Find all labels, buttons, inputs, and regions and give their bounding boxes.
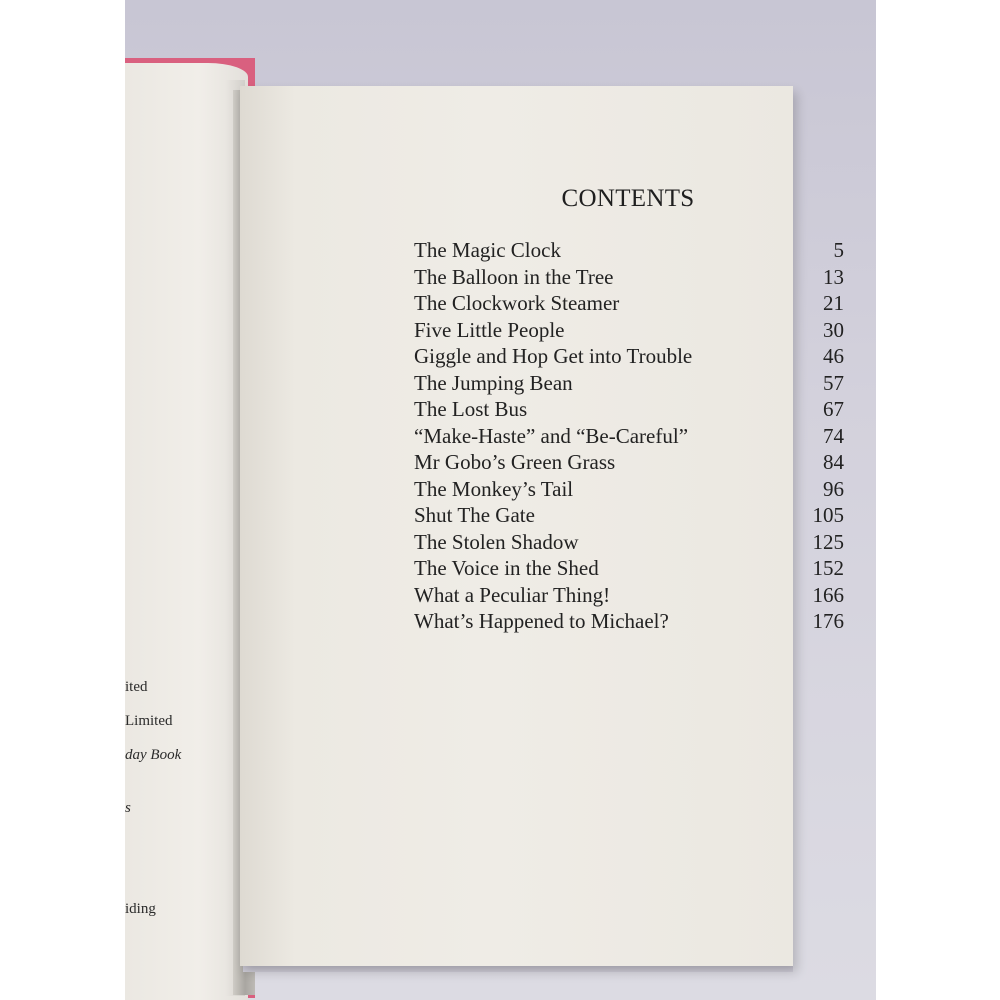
toc-entry (414, 476, 844, 503)
toc-entry (414, 237, 844, 264)
table-of-contents (414, 237, 844, 635)
toc-entry (414, 317, 844, 344)
toc-entry-title: The Jumping Bean (414, 370, 573, 395)
toc-entry-title: The Stolen Shadow (414, 529, 579, 554)
toc-entry-page: 46 (823, 344, 844, 368)
toc-entry-page: 96 (823, 476, 844, 501)
toc-entry-title: The Balloon in the Tree (414, 264, 614, 289)
toc-entry-title: What a Peculiar Thing! (414, 582, 611, 607)
toc-entry-title: Mr Gobo’s Green Grass (414, 450, 616, 474)
toc-entry (414, 608, 844, 635)
toc-entry (414, 423, 844, 450)
toc-entry-page: 67 (823, 397, 844, 421)
toc-entry (414, 529, 844, 556)
toc-entry-title: The Magic Clock (414, 238, 561, 262)
toc-entry (414, 396, 844, 423)
toc-entry-title: The Monkey’s Tail (414, 476, 574, 501)
toc-entry-title: The Lost Bus (414, 397, 528, 421)
toc-entry-title: The Voice in the Shed (414, 556, 599, 580)
toc-entry (414, 343, 844, 370)
toc-entry-page: 57 (823, 370, 844, 395)
toc-entry-title: Giggle and Hop Get into Trouble (414, 344, 693, 368)
right-page (240, 86, 844, 966)
toc-entry (414, 502, 844, 529)
toc-entry-page: 74 (823, 423, 844, 448)
toc-entry (414, 264, 844, 291)
toc-entry-title: Five Little People (414, 317, 565, 342)
toc-entry-title: Shut The Gate (414, 503, 535, 527)
toc-entry-page: 21 (823, 291, 844, 315)
toc-entry (414, 290, 844, 317)
toc-entry (414, 449, 844, 476)
toc-entry-page: 152 (812, 556, 844, 580)
toc-entry-page: 166 (812, 582, 844, 607)
left-page-text-fragment: ited (125, 679, 148, 695)
toc-entry-page: 84 (823, 450, 844, 474)
toc-entry-title: “Make-Haste” and “Be-Careful” (414, 423, 689, 448)
toc-entry-page: 176 (812, 609, 844, 633)
toc-entry (414, 582, 844, 609)
toc-entry-title: The Clockwork Steamer (414, 291, 620, 315)
left-page-text-fragment: s (125, 800, 131, 816)
left-page-text-fragment: iding (125, 901, 156, 917)
toc-entry-title: What’s Happened to Michael? (414, 609, 669, 633)
toc-entry-page: 5 (833, 238, 844, 262)
photo-scene (125, 0, 876, 1000)
left-page-text-fragment: Limited (125, 713, 173, 729)
toc-entry-page: 105 (812, 503, 844, 527)
toc-entry (414, 370, 844, 397)
contents-heading: CONTENTS (561, 185, 695, 212)
toc-entry-page: 13 (823, 264, 844, 289)
toc-entry-page: 125 (812, 529, 844, 554)
left-page-text-fragment: day Book (125, 747, 182, 763)
toc-entry-page: 30 (823, 317, 844, 342)
toc-entry (414, 555, 844, 582)
